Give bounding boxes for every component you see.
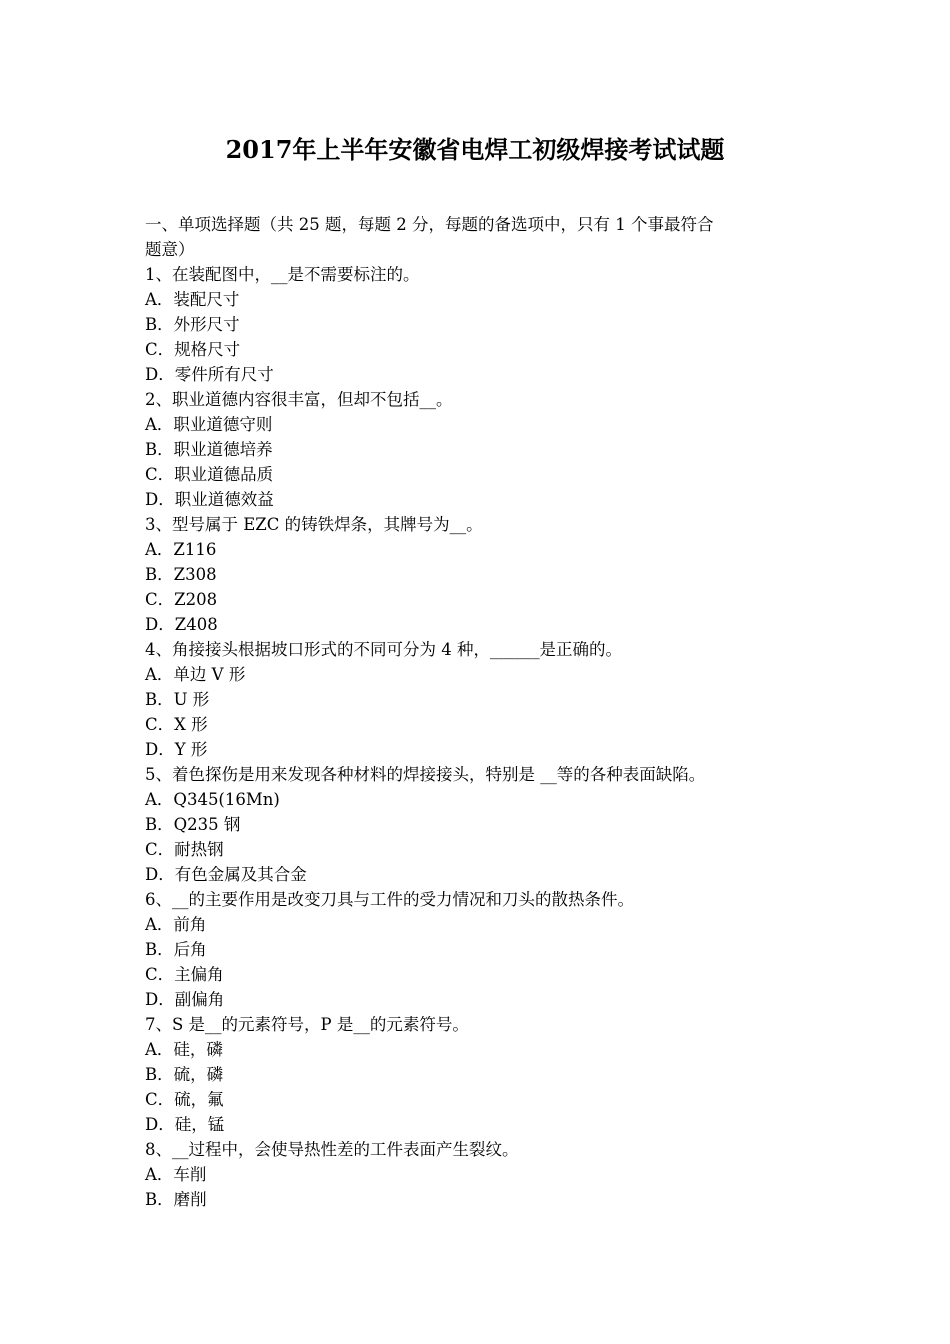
option-d: D．硅，锰 — [145, 1115, 225, 1134]
option-a: A．硅，磷 — [145, 1040, 223, 1059]
option-d: D．副偏角 — [145, 990, 225, 1009]
question-stem: 4、角接接头根据坡口形式的不同可分为 4 种，______是正确的。 — [145, 640, 622, 659]
option-b: B．Z308 — [145, 565, 217, 584]
question-stem: 1、在装配图中，__是不需要标注的。 — [145, 265, 420, 284]
question-1 — [145, 262, 810, 387]
section-heading-line2: 题意） — [145, 240, 195, 259]
question-stem: 8、__过程中，会使导热性差的工件表面产生裂纹。 — [145, 1140, 519, 1159]
question-2 — [145, 387, 810, 512]
option-b: B．硫，磷 — [145, 1065, 224, 1084]
question-stem: 6、__的主要作用是改变刀具与工件的受力情况和刀头的散热条件。 — [145, 890, 634, 909]
option-b: B．U 形 — [145, 690, 210, 709]
section-heading — [145, 212, 810, 262]
option-b: B．后角 — [145, 940, 207, 959]
option-a: A．Q345(16Mn) — [145, 790, 280, 809]
option-a: A．Z116 — [145, 540, 217, 559]
option-c: C．Z208 — [145, 590, 218, 609]
option-b: B．外形尺寸 — [145, 315, 240, 334]
question-stem: 5、着色探伤是用来发现各种材料的焊接接头，特别是 __等的各种表面缺陷。 — [145, 765, 706, 784]
question-stem: 3、型号属于 EZC 的铸铁焊条，其牌号为__。 — [145, 515, 483, 534]
question-6 — [145, 887, 810, 1012]
option-d: D．职业道德效益 — [145, 490, 274, 509]
question-5 — [145, 762, 810, 887]
option-a: A．单边 V 形 — [145, 665, 246, 684]
option-c: C．硫，氟 — [145, 1090, 224, 1109]
option-c: C．规格尺寸 — [145, 340, 241, 359]
option-b: B．Q235 钢 — [145, 815, 241, 834]
exam-content — [145, 212, 810, 1212]
option-c: C．主偏角 — [145, 965, 224, 984]
option-a: A．装配尺寸 — [145, 290, 240, 309]
question-4 — [145, 637, 810, 762]
option-d: D．有色金属及其合金 — [145, 865, 307, 884]
option-b: B．磨削 — [145, 1190, 207, 1209]
question-3 — [145, 512, 810, 637]
option-c: C．X 形 — [145, 715, 208, 734]
option-c: C．职业道德品质 — [145, 465, 274, 484]
option-d: D．Y 形 — [145, 740, 208, 759]
option-d: D．Z408 — [145, 615, 218, 634]
question-stem: 7、S 是__的元素符号，P 是__的元素符号。 — [145, 1015, 469, 1034]
option-c: C．耐热钢 — [145, 840, 224, 859]
question-8 — [145, 1137, 810, 1212]
option-d: D．零件所有尺寸 — [145, 365, 274, 384]
question-stem: 2、职业道德内容很丰富，但却不包括__。 — [145, 390, 453, 409]
option-a: A．前角 — [145, 915, 207, 934]
option-b: B．职业道德培养 — [145, 440, 273, 459]
question-7 — [145, 1012, 810, 1137]
option-a: A．车削 — [145, 1165, 207, 1184]
option-a: A．职业道德守则 — [145, 415, 273, 434]
document-title: 2017年上半年安徽省电焊工初级焊接考试试题 — [225, 135, 725, 164]
section-heading-line1: 一、单项选择题（共 25 题，每题 2 分，每题的备选项中，只有 1 个事最符合 — [145, 215, 714, 234]
